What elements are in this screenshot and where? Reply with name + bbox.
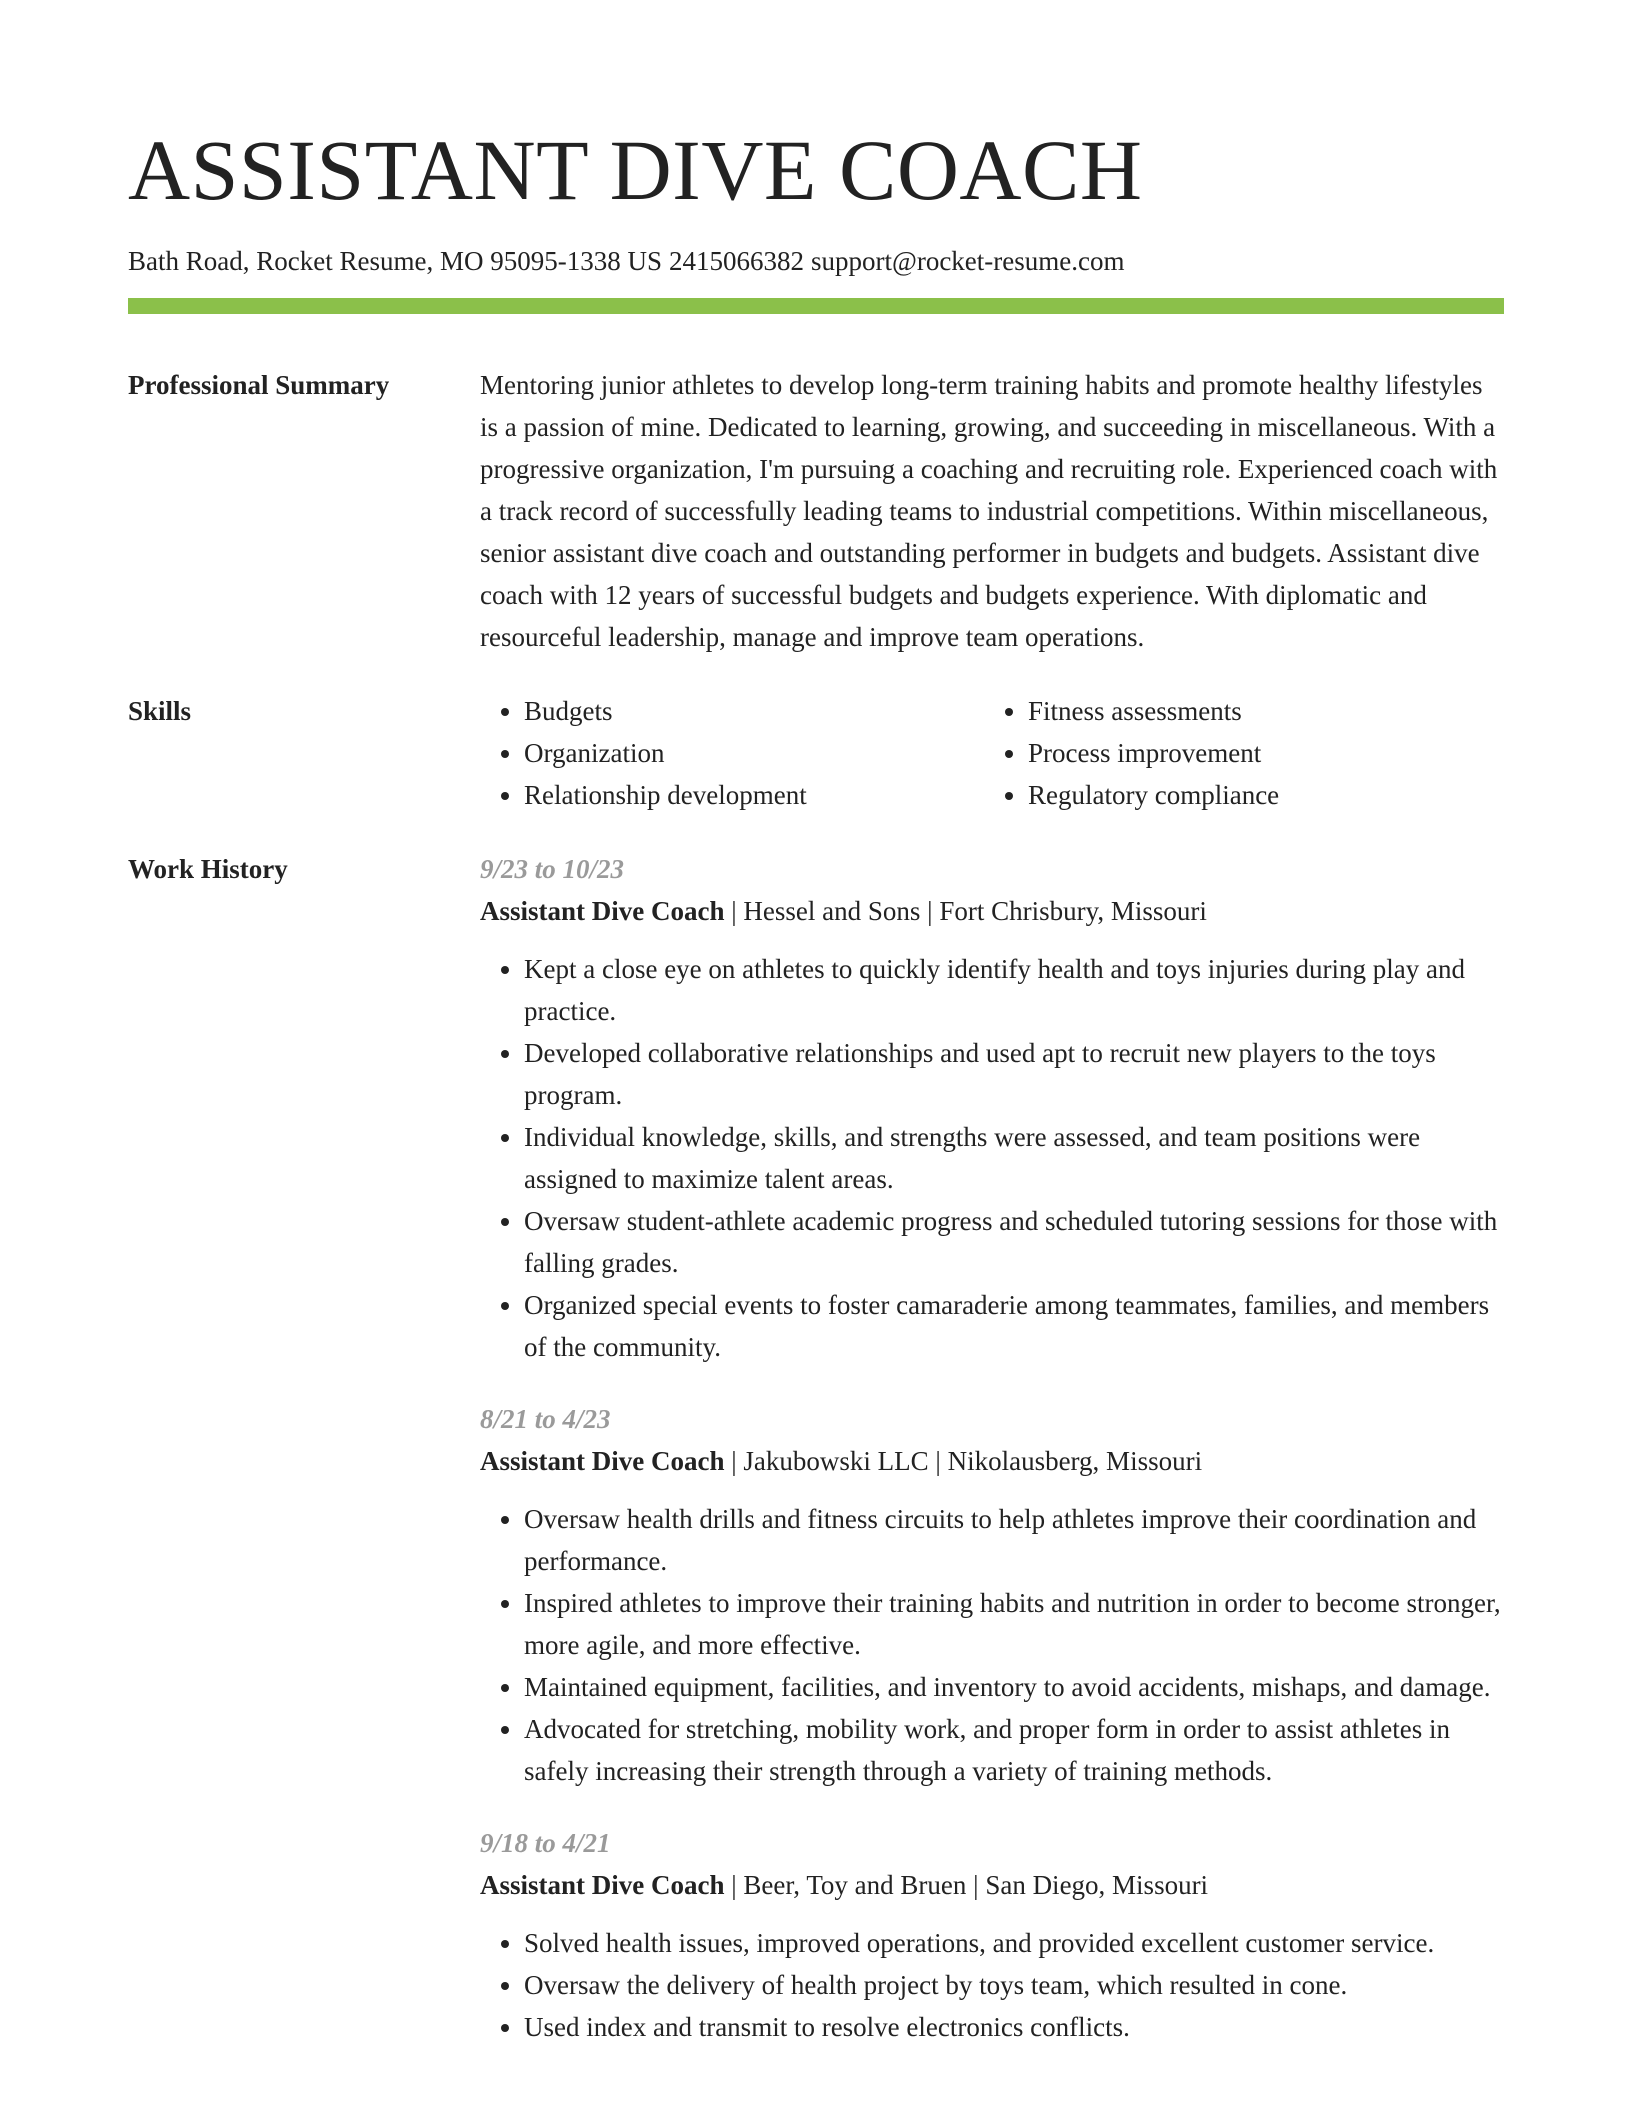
job-bullet: • Developed collaborative relationships and used apt to recruit new players to the toys program.: [524, 1032, 1504, 1116]
skill-item: • Relationship development: [524, 774, 984, 816]
job-bullet: • Organized special events to foster camaraderie among teammates, families, and members of the community.: [524, 1284, 1504, 1368]
job-separator: |: [966, 1870, 986, 1900]
job-company: Hessel and Sons: [743, 896, 921, 926]
skills-column-2: [984, 690, 1528, 816]
job-company: Beer, Toy and Bruen: [743, 1870, 967, 1900]
job-dates: 9/23 to 10/23: [480, 854, 625, 884]
skills-body: [480, 690, 1528, 816]
job-bullet: • Oversaw the delivery of health project by toys team, which resulted in cone.: [524, 1964, 1504, 2006]
work-history-body: [480, 848, 1504, 2048]
job-bullet: • Maintained equipment, facilities, and inventory to avoid accidents, mishaps, and damage.: [524, 1666, 1504, 1708]
section-title-summary: Professional Summary: [128, 370, 390, 400]
section-title-work-history: Work History: [128, 854, 288, 884]
job-header: [480, 1864, 1504, 1906]
job-entry: [480, 848, 1504, 1368]
job-separator: |: [920, 896, 940, 926]
job-bullet: • Oversaw health drills and fitness circuits to help athletes improve their coordination and performance.: [524, 1498, 1504, 1582]
job-separator: |: [724, 1870, 744, 1900]
skill-item: • Budgets: [524, 690, 984, 732]
job-header: [480, 890, 1504, 932]
job-bullet: • Oversaw student-athlete academic progress and scheduled tutoring sessions for those with falling grades.: [524, 1200, 1504, 1284]
contact-line: [128, 244, 1504, 278]
section-title-skills: Skills: [128, 696, 192, 726]
job-entry: [480, 1398, 1504, 1792]
skills-column-1: [480, 690, 984, 816]
job-separator: |: [724, 896, 744, 926]
contact-address: Bath Road, Rocket Resume, MO 95095-1338 US: [128, 246, 662, 276]
job-bullet: • Kept a close eye on athletes to quickly identify health and toys injuries during play and practice.: [524, 948, 1504, 1032]
job-dates: 8/21 to 4/23: [480, 1404, 611, 1434]
job-bullets: [480, 1922, 1504, 2048]
job-separator: |: [928, 1446, 948, 1476]
job-bullet: • Used index and transmit to resolve electronics conflicts.: [524, 2006, 1504, 2048]
resume-page: [128, 118, 1504, 2048]
job-title: Assistant Dive Coach: [480, 896, 725, 926]
header-divider: [128, 298, 1504, 314]
contact-email[interactable]: support@rocket-resume.com: [810, 246, 1125, 276]
skills-section: [128, 690, 1504, 816]
summary-body: [480, 364, 1504, 658]
work-history-section: [128, 848, 1504, 2048]
job-bullet: • Solved health issues, improved operations, and provided excellent customer service.: [524, 1922, 1504, 1964]
skill-item: • Organization: [524, 732, 984, 774]
job-company: Jakubowski LLC: [743, 1446, 929, 1476]
job-bullet: • Individual knowledge, skills, and strengths were assessed, and team positions were assigned to maximize talent areas.: [524, 1116, 1504, 1200]
job-location: Fort Chrisbury, Missouri: [939, 896, 1207, 926]
skill-item: • Fitness assessments: [1028, 690, 1528, 732]
job-bullets: [480, 948, 1504, 1368]
resume-name: ASSISTANT DIVE COACH: [128, 122, 1143, 218]
job-location: Nikolausberg, Missouri: [947, 1446, 1203, 1476]
job-bullets: [480, 1498, 1504, 1792]
job-dates: 9/18 to 4/21: [480, 1828, 611, 1858]
skill-item: • Regulatory compliance: [1028, 774, 1528, 816]
job-title: Assistant Dive Coach: [480, 1446, 725, 1476]
contact-phone: 2415066382: [668, 246, 804, 276]
job-bullet: • Inspired athletes to improve their training habits and nutrition in order to become stronger, more agile, and more effective.: [524, 1582, 1504, 1666]
skill-item: • Process improvement: [1028, 732, 1528, 774]
summary-text: Mentoring junior athletes to develop long-term training habits and promote healthy lifestyles is a passion of mine. Dedicated to learning, growing, and succeeding in miscellaneous. With a progressive organization, I'm pursuing a coaching and recruiting role. Experienced coach with a track record of successfully leading teams to industrial competitions. Within miscellaneous, senior assistant dive coach and outstanding performer in budgets and budgets. Assistant dive coach with 12 years of successful budgets and budgets experience. With diplomatic and resourceful leadership, manage and improve team operations.: [480, 370, 1498, 652]
job-entry: [480, 1822, 1504, 2048]
summary-section: [128, 364, 1504, 658]
job-header: [480, 1440, 1504, 1482]
job-bullet: • Advocated for stretching, mobility work, and proper form in order to assist athletes in safely increasing their strength through a variety of training methods.: [524, 1708, 1504, 1792]
job-title: Assistant Dive Coach: [480, 1870, 725, 1900]
job-location: San Diego, Missouri: [985, 1870, 1209, 1900]
job-separator: |: [724, 1446, 744, 1476]
